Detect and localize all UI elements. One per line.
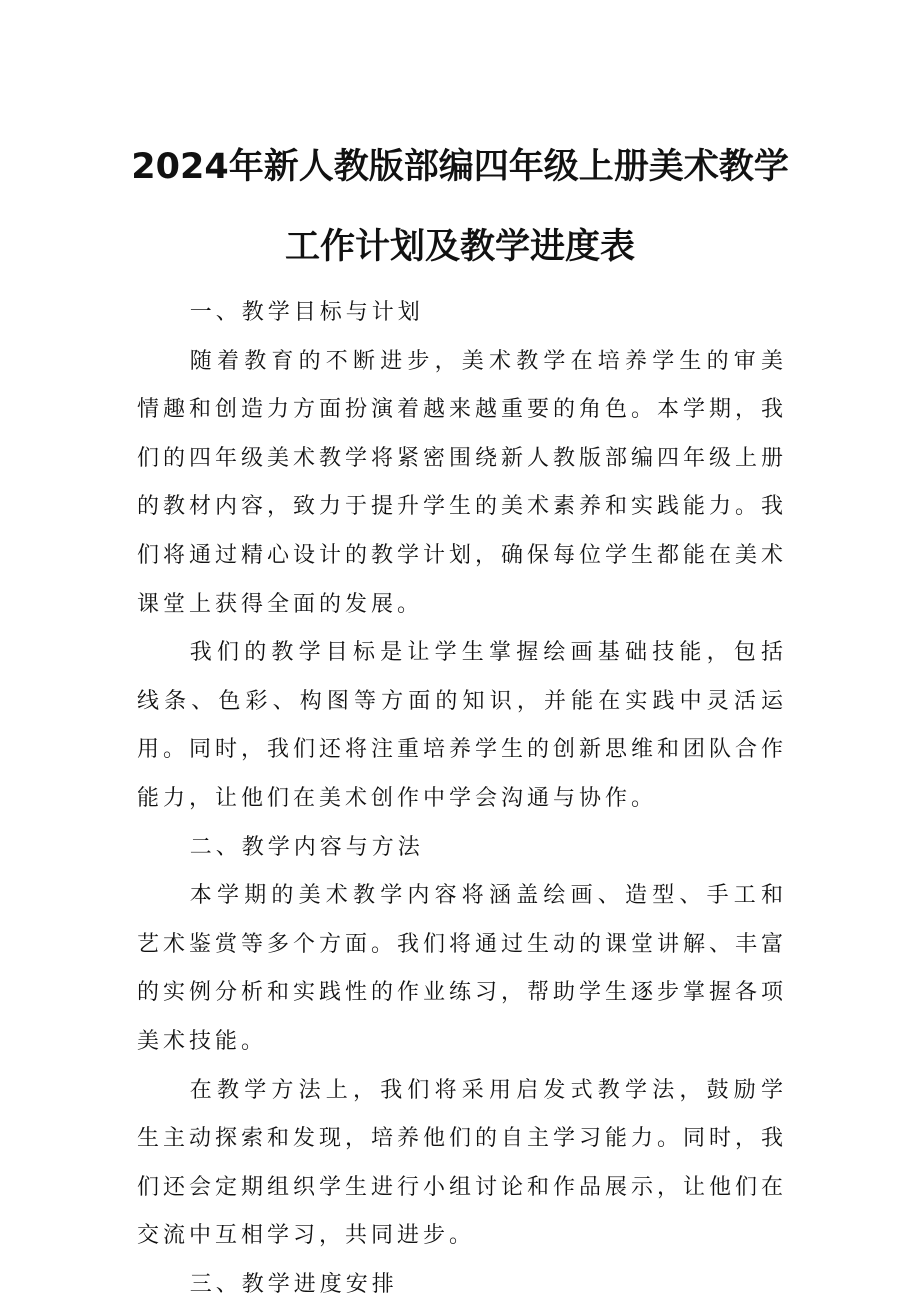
section-heading-1: 一、教学目标与计划 <box>189 300 424 325</box>
page-title-line-2: 工作计划及教学进度表 <box>284 227 635 267</box>
paragraph: 随着教育的不断进步，美术教学在培养学生的审美情趣和创造力方面扮演着越来越重要的角色。本学期，我们的四年级美术教学将紧密围绕新人教版部编四年级上册的教材内容，致力于提升学生的美术素养和实践能力。我们将通过精心设计的教学计划，确保每位学生都能在美术课堂上获得全面的发展。 <box>137 348 788 617</box>
page-title-line-1: 2024年新人教版部编四年级上册美术教学 <box>131 147 789 187</box>
document-body <box>137 289 787 1309</box>
section-heading-2: 二、教学内容与方法 <box>189 834 424 860</box>
paragraph: 本学期的美术教学内容将涵盖绘画、造型、手工和艺术鉴赏等多个方面。我们将通过生动的课堂讲解、丰富的实例分析和实践性的作业练习，帮助学生逐步掌握各项美术技能。 <box>137 883 788 1054</box>
paragraph: 我们的教学目标是让学生掌握绘画基础技能，包括线条、色彩、构图等方面的知识，并能在实践中灵活运用。同时，我们还将注重培养学生的创新思维和团队合作能力，让他们在美术创作中学会沟通与协作。 <box>137 640 788 811</box>
section-heading-3: 三、教学进度安排 <box>189 1271 398 1297</box>
paragraph: 在教学方法上，我们将采用启发式教学法，鼓励学生主动探索和发现，培养他们的自主学习能力。同时，我们还会定期组织学生进行小组讨论和作品展示，让他们在交流中互相学习，共同进步。 <box>137 1077 788 1249</box>
